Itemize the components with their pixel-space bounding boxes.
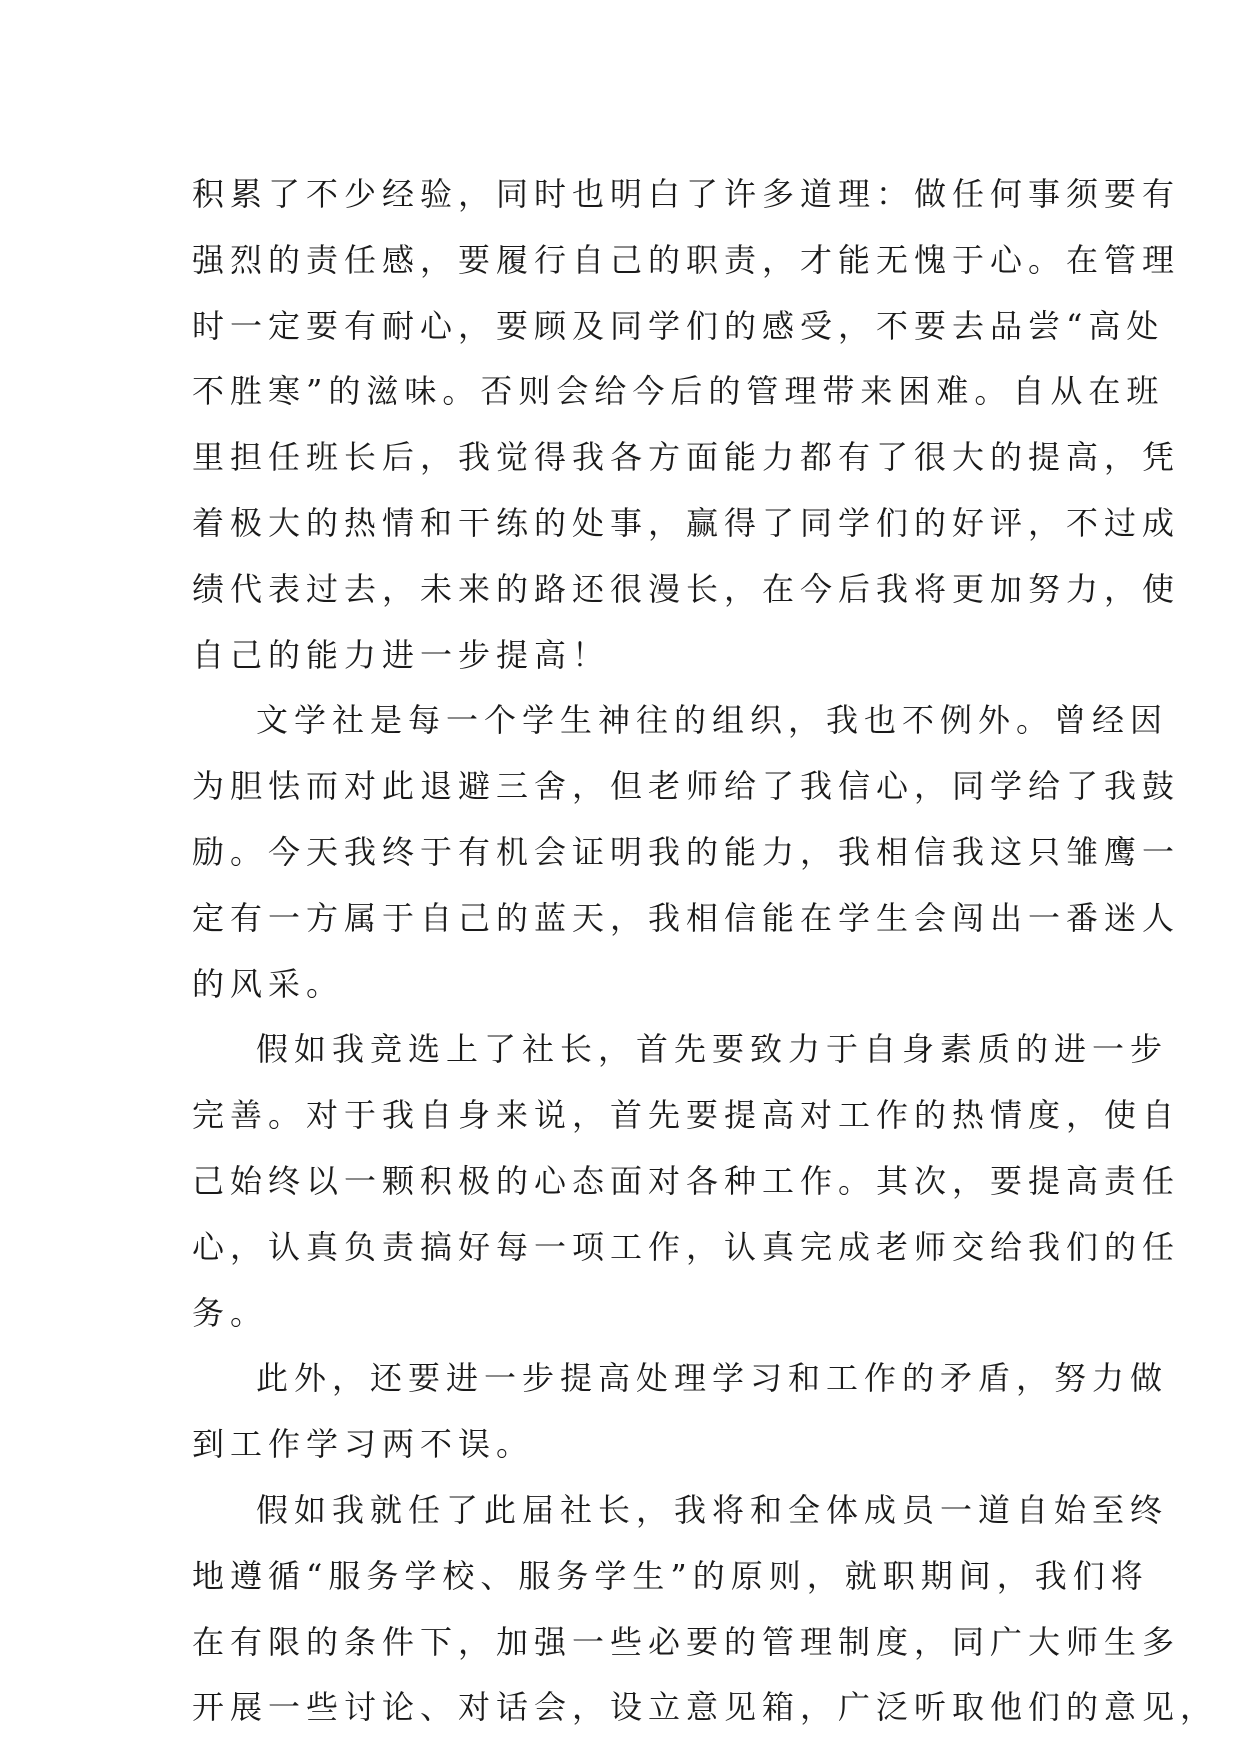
text-line: 此外，还要进一步提高处理学习和工作的矛盾，努力做 bbox=[256, 1359, 1169, 1398]
text-line: 完善。对于我自身来说，首先要提高对工作的热情度，使自 bbox=[192, 1096, 1181, 1135]
text-line: 自己的能力进一步提高！ bbox=[192, 635, 611, 674]
paragraph bbox=[192, 1017, 1181, 1346]
paragraph bbox=[192, 688, 1181, 1017]
text-line: 心，认真负责搞好每一项工作，认真完成老师交给我们的任 bbox=[192, 1227, 1181, 1266]
text-line: 文学社是每一个学生神往的组织，我也不例外。曾经因 bbox=[256, 701, 1169, 740]
text-line: 不胜寒”的滋味。否则会给今后的管理带来困难。自从在班 bbox=[192, 372, 1165, 411]
text-line: 到工作学习两不误。 bbox=[192, 1425, 535, 1464]
text-line: 强烈的责任感，要履行自己的职责，才能无愧于心。在管理 bbox=[192, 240, 1181, 279]
paragraph bbox=[192, 1478, 1219, 1741]
text-line: 假如我竞选上了社长，首先要致力于自身素质的进一步 bbox=[256, 1030, 1169, 1069]
document-body bbox=[192, 162, 1219, 1741]
text-line: 的风采。 bbox=[192, 964, 345, 1003]
text-line: 己始终以一颗积极的心态面对各种工作。其次，要提高责任 bbox=[192, 1161, 1181, 1200]
text-line: 为胆怯而对此退避三舍，但老师给了我信心，同学给了我鼓 bbox=[192, 767, 1181, 806]
text-line: 绩代表过去，未来的路还很漫长，在今后我将更加努力，使 bbox=[192, 569, 1181, 608]
text-line: 开展一些讨论、对话会，设立意见箱，广泛听取他们的意见， bbox=[192, 1688, 1219, 1727]
text-line: 里担任班长后，我觉得我各方面能力都有了很大的提高，凭 bbox=[192, 438, 1181, 477]
text-line: 在有限的条件下，加强一些必要的管理制度，同广大师生多 bbox=[192, 1622, 1181, 1661]
text-line: 地遵循“服务学校、服务学生”的原则，就职期间，我们将 bbox=[192, 1556, 1149, 1595]
text-line: 时一定要有耐心，要顾及同学们的感受，不要去品尝“高处 bbox=[192, 306, 1165, 345]
text-line: 假如我就任了此届社长，我将和全体成员一道自始至终 bbox=[256, 1490, 1169, 1529]
text-line: 励。今天我终于有机会证明我的能力，我相信我这只雏鹰一 bbox=[192, 832, 1181, 871]
text-line: 务。 bbox=[192, 1293, 269, 1332]
paragraph bbox=[192, 162, 1181, 688]
text-line: 着极大的热情和干练的处事，赢得了同学们的好评，不过成 bbox=[192, 503, 1181, 542]
paragraph bbox=[192, 1346, 1169, 1478]
text-line: 积累了不少经验，同时也明白了许多道理：做任何事须要有 bbox=[192, 175, 1181, 213]
text-line: 定有一方属于自己的蓝天，我相信能在学生会闯出一番迷人 bbox=[192, 898, 1181, 937]
